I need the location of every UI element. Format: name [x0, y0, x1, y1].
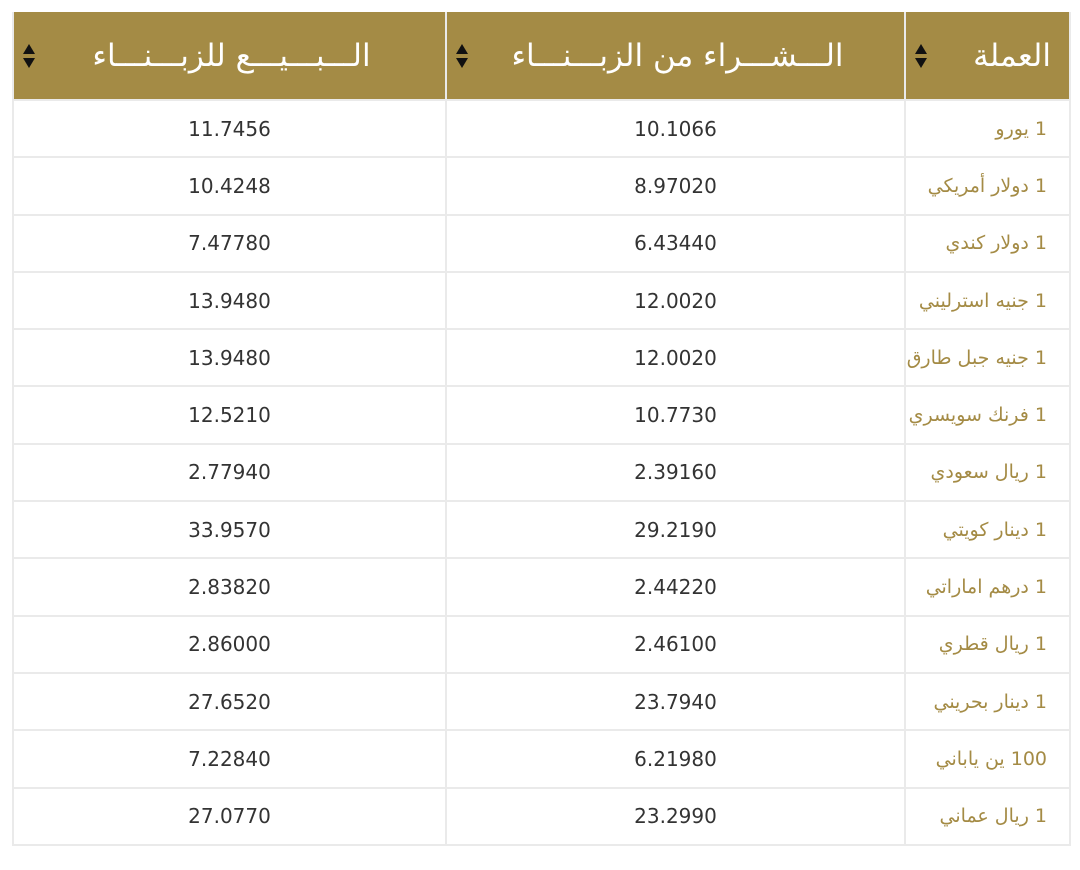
table-row	[13, 673, 1070, 730]
currency-cell: 1 دينار بحريني	[905, 673, 1070, 730]
sort-up-down-icon[interactable]	[22, 40, 36, 72]
buy-rate-cell: 23.7940	[446, 673, 905, 730]
table-row	[13, 558, 1070, 615]
table-row	[13, 100, 1070, 157]
buy-rate-cell: 12.0020	[446, 272, 905, 329]
table-row	[13, 501, 1070, 558]
buy-rate-cell: 8.97020	[446, 157, 905, 214]
buy-rate-cell: 2.46100	[446, 616, 905, 673]
sell-rate-cell: 2.77940	[13, 444, 446, 501]
column-header-buy-label: الـــشـــراء من الزبـــنـــاء	[511, 37, 844, 74]
table-body	[13, 100, 1070, 845]
table-row	[13, 215, 1070, 272]
column-header-sell-label: الـــبـــيـــع للزبـــنـــاء	[92, 37, 371, 74]
sort-up-down-icon[interactable]	[914, 40, 928, 72]
table-row	[13, 730, 1070, 787]
column-header-currency[interactable]	[905, 12, 1070, 100]
table-row	[13, 386, 1070, 443]
table-row	[13, 329, 1070, 386]
buy-rate-cell: 6.21980	[446, 730, 905, 787]
currency-cell: 1 دينار كويتي	[905, 501, 1070, 558]
buy-rate-cell: 10.7730	[446, 386, 905, 443]
buy-rate-cell: 10.1066	[446, 100, 905, 157]
currency-cell: 1 ريال سعودي	[905, 444, 1070, 501]
buy-rate-cell: 2.39160	[446, 444, 905, 501]
sell-rate-cell: 13.9480	[13, 272, 446, 329]
column-header-buy[interactable]	[446, 12, 905, 100]
sell-rate-cell: 33.9570	[13, 501, 446, 558]
table-row	[13, 157, 1070, 214]
sell-rate-cell: 13.9480	[13, 329, 446, 386]
sell-rate-cell: 27.6520	[13, 673, 446, 730]
sell-rate-cell: 2.83820	[13, 558, 446, 615]
table-row	[13, 788, 1070, 845]
currency-cell: 1 ريال عماني	[905, 788, 1070, 845]
table-row	[13, 444, 1070, 501]
buy-rate-cell: 12.0020	[446, 329, 905, 386]
sell-rate-cell: 12.5210	[13, 386, 446, 443]
sell-rate-cell: 2.86000	[13, 616, 446, 673]
sell-rate-cell: 11.7456	[13, 100, 446, 157]
currency-cell: 1 دولار أمريكي	[905, 157, 1070, 214]
sell-rate-cell: 7.22840	[13, 730, 446, 787]
sell-rate-cell: 7.47780	[13, 215, 446, 272]
currency-cell: 1 يورو	[905, 100, 1070, 157]
buy-rate-cell: 23.2990	[446, 788, 905, 845]
currency-cell: 1 درهم اماراتي	[905, 558, 1070, 615]
currency-cell: 1 دولار كندي	[905, 215, 1070, 272]
sell-rate-cell: 27.0770	[13, 788, 446, 845]
currency-cell: 1 فرنك سويسري	[905, 386, 1070, 443]
sort-up-down-icon[interactable]	[455, 40, 469, 72]
table-header-row	[13, 12, 1070, 100]
currency-cell: 1 ريال قطري	[905, 616, 1070, 673]
currency-cell: 1 جنيه استرليني	[905, 272, 1070, 329]
buy-rate-cell: 29.2190	[446, 501, 905, 558]
column-header-currency-label: العملة	[973, 37, 1051, 74]
table-row	[13, 616, 1070, 673]
column-header-sell[interactable]	[13, 12, 446, 100]
buy-rate-cell: 6.43440	[446, 215, 905, 272]
table-row	[13, 272, 1070, 329]
currency-cell: 1 جنيه جبل طارق	[905, 329, 1070, 386]
currency-cell: 100 ين ياباني	[905, 730, 1070, 787]
sell-rate-cell: 10.4248	[13, 157, 446, 214]
buy-rate-cell: 2.44220	[446, 558, 905, 615]
exchange-rates-table	[12, 12, 1071, 846]
